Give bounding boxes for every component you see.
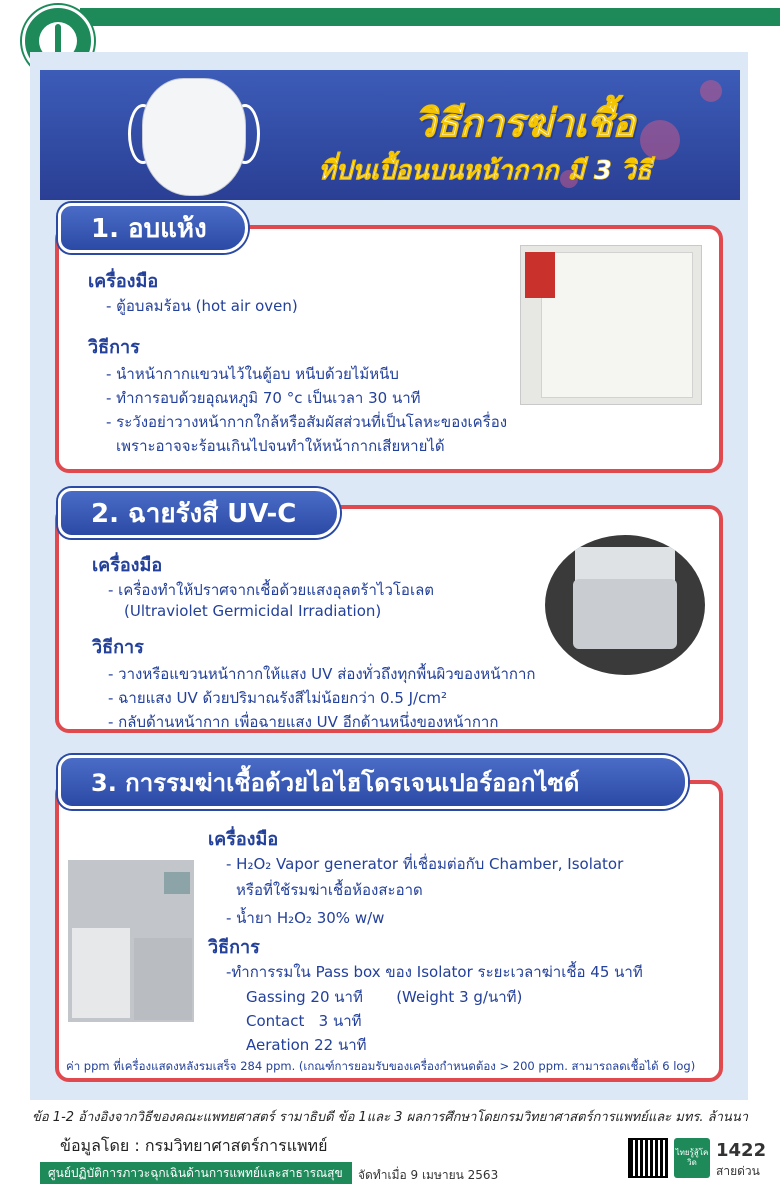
section-heading-3: 3. การรมฆ่าเชื้อด้วยไอไฮโดรเจนเปอร์ออกไซด์ (58, 755, 688, 809)
reference-footnote: ข้อ 1-2 อ้างอิงจากวิธีของคณะแพทยศาสตร์ รามาธิบดี ข้อ 1และ 3 ผลการศึกษาโดยกรมวิทยาศาสตร์การแพทย์และ มทร. ล้านนา (31, 1110, 749, 1125)
section-2-method: - วางหรือแขวนหน้ากากให้แสง UV ส่องทั่วถึงทุกพื้นผิวของหน้ากาก (108, 665, 536, 683)
section-2-method: - ฉายแสง UV ด้วยปริมาณรังสีไม่น้อยกว่า 0.5 J/cm² (108, 689, 447, 707)
section-3-method: Gassing 20 นาที (Weight 3 g/นาที) (246, 988, 523, 1006)
section-3-method: Aeration 22 นาที (246, 1036, 367, 1054)
oven-door (541, 252, 693, 398)
section-3-method: -ทำการรมใน Pass box ของ Isolator ระยะเวลาฆ่าเชื้อ 45 นาที (226, 963, 643, 981)
page-subtitle: ที่ปนเปื้อนบนหน้ากาก มี 3 วิธี (318, 156, 652, 186)
section-1-method: เพราะอาจจะร้อนเกินไปจนทำให้หน้ากากเสียหายได้ (116, 437, 445, 455)
section-3-note: ค่า ppm ที่เครื่องแสดงหลังรมเสร็จ 284 ppm. (เกณฑ์การยอมรับของเครื่องกำหนดต้อง > 200 ppm. สามารถลดเชื้อได้ 6 log) (66, 1059, 696, 1073)
oven-red-panel (525, 252, 555, 298)
section-3-method: Contact 3 นาที (246, 1012, 362, 1030)
top-bar (0, 0, 780, 34)
isolator-unit (134, 938, 192, 1020)
section-heading-1: 1. อบแห้ง (58, 203, 248, 253)
section-2-method: - กลับด้านหน้ากาก เพื่อฉายแสง UV อีกด้านหนึ่งของหน้ากาก (108, 713, 499, 731)
section-1-method: - ระวังอย่าวางหน้ากากใกล้หรือสัมผัสส่วนที่เป็นโลหะของเครื่อง (106, 413, 508, 431)
mask-image (128, 64, 260, 204)
section-3-tool: หรือที่ใช้รมฆ่าเชื้อห้องสะอาด (236, 881, 423, 899)
section-2-tool: - เครื่องทำให้ปราศจากเชื้อด้วยแสงอุลตร้าไวโอเลต (108, 581, 435, 599)
section-3-tools-label: เครื่องมือ (208, 829, 279, 850)
app-badge[interactable]: ไทยรู้สู้โควิด (674, 1138, 710, 1178)
data-source: ข้อมูลโดย : กรมวิทยาศาสตร์การแพทย์ (60, 1136, 328, 1155)
section-3-tool: - H₂O₂ Vapor generator ที่เชื่อมต่อกับ Chamber, Isolator (226, 855, 624, 873)
photo-window (164, 872, 190, 894)
publish-date: จัดทำเมื่อ 9 เมษายน 2563 (358, 1168, 499, 1182)
section-1-tool: - ตู้อบลมร้อน (hot air oven) (106, 297, 298, 315)
uv-lid (575, 547, 675, 583)
uv-c-device-photo (545, 535, 705, 675)
section-1-method: - นำหน้ากากแขวนไว้ในตู้อบ หนีบด้วยไม้หนีบ (106, 365, 399, 383)
section-3-tool: - น้ำยา H₂O₂ 30% w/w (226, 909, 385, 927)
section-heading-2: 2. ฉายรังสี UV-C (58, 488, 340, 538)
section-1-tools-label: เครื่องมือ (88, 271, 159, 292)
mask-body (142, 78, 246, 196)
hot-air-oven-photo (520, 245, 702, 405)
section-2-method-label: วิธีการ (92, 637, 144, 658)
hotline-number: 1422 (716, 1140, 767, 1161)
page-title: วิธีการฆ่าเชื้อ (414, 101, 636, 145)
qr-code-icon[interactable] (628, 1138, 668, 1178)
uv-tray (573, 579, 677, 649)
section-1-method: - ทำการอบด้วยอุณหภูมิ 70 °c เป็นเวลา 30 นาที (106, 389, 421, 407)
top-green-strip (80, 8, 780, 26)
section-3-method-label: วิธีการ (208, 937, 260, 958)
hotline-label: สายด่วน (716, 1164, 760, 1178)
center-name-bar: ศูนย์ปฏิบัติการภาวะฉุกเฉินด้านการแพทย์และสาธารณสุข (40, 1162, 352, 1184)
h2o2-vapor-generator-photo (68, 860, 194, 1022)
section-2-tools-label: เครื่องมือ (92, 555, 163, 576)
generator-cabinet (72, 928, 130, 1018)
section-2-tool: (Ultraviolet Germicidal Irradiation) (124, 602, 382, 620)
section-1-method-label: วิธีการ (88, 337, 140, 358)
